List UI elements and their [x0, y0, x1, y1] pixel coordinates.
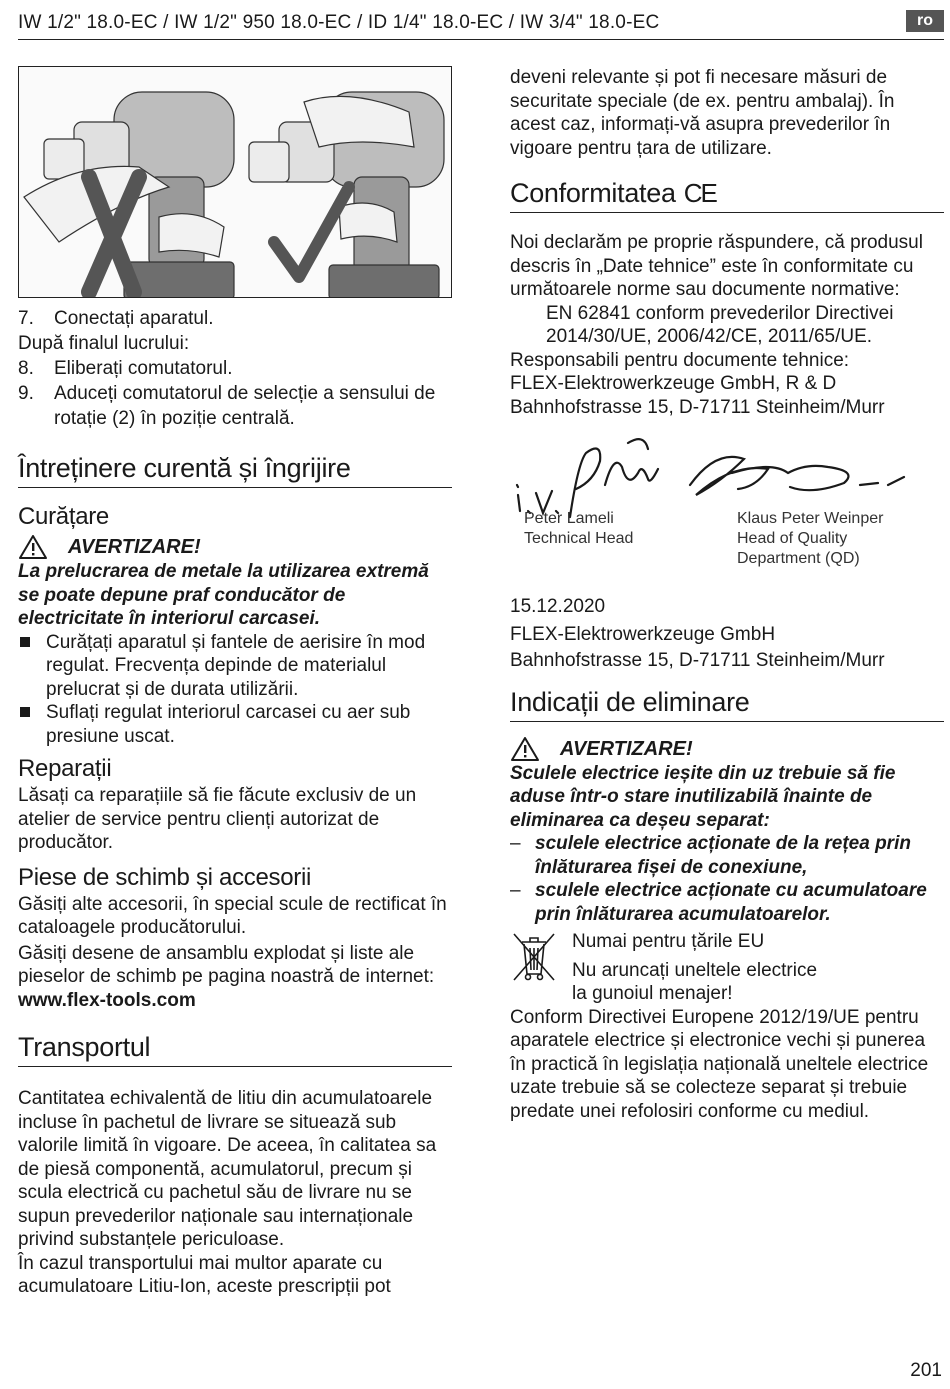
- step-text: Aduceți comutatorul de selecție a sensului de rotație (2) în poziție centrală.: [54, 383, 436, 429]
- weee-text: [572, 930, 817, 1006]
- parts-text-1: Găsiți alte accesorii, în special scule de rectificat în cataloagele producătorului.: [18, 893, 447, 938]
- responsible-label: Responsabili pentru documente tehnice:: [510, 349, 850, 371]
- cleaning-warning-title: [18, 534, 452, 560]
- list-item: – sculele electrice acționate cu acumulatoare prin înlăturarea acumulatoarelor.: [510, 879, 944, 926]
- parts-text-2: [18, 942, 452, 1013]
- page-header: [18, 10, 944, 40]
- step-text: Conectați aparatul.: [54, 308, 214, 329]
- eu-only-text: Numai pentru țările EU: [572, 931, 765, 952]
- header-title: IW 1/2" 18.0-EC / IW 1/2" 950 18.0-EC / ID 1/4" 18.0-EC / IW 3/4" 18.0-EC: [18, 12, 660, 33]
- warning-label: AVERTIZARE!: [560, 737, 693, 760]
- step-number: 7.: [18, 308, 34, 329]
- company-name: FLEX-Elektrowerkzeuge GmbH: [510, 623, 776, 645]
- list-item: Suflați regulat interiorul carcasei cu aer sub presiune uscat.: [18, 701, 452, 748]
- left-column: [18, 66, 452, 1299]
- repairs-title: Reparații: [18, 755, 112, 782]
- cleaning-title: Curățare: [18, 503, 109, 530]
- conformity-text: Noi declarăm pe proprie răspundere, că produsul descris în „Date tehnice” este în conformitate cu următoarele norme sau documente normative:: [510, 232, 923, 300]
- maintenance-title: Întreținere curentă și îngrijire: [18, 451, 452, 488]
- step-item: [18, 356, 452, 381]
- signature-block: [510, 433, 944, 583]
- repairs-text: Lăsați ca reparațiile să fie făcute exclusiv de un atelier de service pentru clienți autorizat de producător.: [18, 785, 417, 853]
- language-badge: ro: [906, 10, 944, 32]
- cleaning-bullets: [18, 631, 452, 749]
- conformity-standard: EN 62841 conform prevederilor Directivei 2014/30/UE, 2006/42/CE, 2011/65/UE.: [546, 302, 894, 347]
- disposal-items: [510, 832, 944, 926]
- weee-notice: [510, 930, 944, 1006]
- impact-wrench-illustration: [19, 67, 452, 298]
- transport-text-2: În cazul transportului mai multor aparate cu acumulatoare Litiu-Ion, aceste prescripții pot: [18, 1252, 391, 1297]
- parts-title: Piese de schimb și accesorii: [18, 863, 312, 891]
- company-address: Bahnhofstrasse 15, D-71711 Steinheim/Murr: [510, 650, 885, 671]
- conformity-title-text: Conformitatea: [510, 178, 676, 208]
- step-text: Eliberați comutatorul.: [54, 358, 233, 379]
- no-household-text-1: Nu aruncați uneltele electrice: [572, 959, 818, 981]
- transport-text-3: deveni relevante și pot fi necesare măsuri de securitate speciale (de ex. pentru ambalaj). În acest caz, informați-vă asupra prevederilor în vigoare pentru țara de utilizare.: [510, 67, 895, 159]
- signer-2-role-1: Head of Quality: [737, 530, 848, 547]
- after-work-label: [18, 331, 452, 356]
- signer-1-role: Technical Head: [524, 530, 634, 547]
- step-number: 9.: [18, 383, 34, 404]
- transport-title: Transportul: [18, 1030, 452, 1067]
- responsible-address: Bahnhofstrasse 15, D-71711 Steinheim/Murr: [510, 396, 885, 418]
- list-item: Curățați aparatul și fantele de aerisire în mod regulat. Frecvența depinde de materialul prelucrat și de durata utilizării.: [18, 631, 452, 702]
- warning-triangle-icon: [18, 534, 48, 560]
- right-column: [510, 66, 944, 1123]
- disposal-title: Indicații de eliminare: [510, 685, 944, 722]
- disposal-warning-title: [510, 736, 944, 762]
- website-link[interactable]: www.flex-tools.com: [18, 989, 196, 1011]
- signer-2-role-2: Department (QD): [737, 550, 860, 567]
- no-household-text-2: la gunoiul menajer!: [572, 983, 733, 1004]
- warning-label: AVERTIZARE!: [68, 536, 201, 558]
- transport-text-1: Cantitatea echivalentă de litiu din acumulatoarele incluse în pachetul de livrare se situează sub valorile limită în vigoare. De aceea, în calitatea sa de piesă componentă, acumulatorul, precum și scula electrică cu pachetul său de livrare nu se supun prevederilor naționale sau internaționale privind substanțele periculoase.: [18, 1088, 437, 1250]
- responsible-company: FLEX-Elektrowerkzeuge GmbH, R & D: [510, 373, 837, 394]
- signer-2-name: Klaus Peter Weinper: [737, 510, 884, 527]
- cleaning-warning-text: La prelucrarea de metale la utilizarea extremă se poate depune praf conducător de electricitate în interiorul carcasei.: [18, 561, 429, 629]
- after-work-text: După finalul lucrului:: [18, 333, 190, 354]
- warning-triangle-icon: [510, 736, 540, 762]
- declaration-date: 15.12.2020: [510, 596, 606, 617]
- step-item: [18, 306, 452, 331]
- steps-list: [18, 306, 452, 431]
- signer-1-name: Peter Lameli: [524, 510, 614, 527]
- step-number: 8.: [18, 358, 34, 379]
- list-item: – sculele electrice acționate de la rețea prin înlăturarea fișei de conexiune,: [510, 832, 944, 879]
- usage-illustration: [18, 66, 452, 298]
- conformity-title: [510, 176, 944, 213]
- parts-text-2-body: Găsiți desene de ansamblu explodat și liste ale pieselor de schimb pe pagina noastră de internet:: [18, 942, 435, 987]
- disposal-warning-text: Sculele electrice ieșite din uz trebuie să fie aduse într-o stare inutilizabilă înainte de eliminarea ca deșeu separat:: [510, 762, 896, 831]
- page-number: 201: [910, 1360, 942, 1381]
- ce-mark-icon: CE: [683, 178, 716, 208]
- step-item: [18, 381, 452, 431]
- crossed-bin-icon: [510, 930, 558, 982]
- directive-text: Conform Directivei Europene 2012/19/UE pentru aparatele electrice și electronice vechi și punerea în practică în legislația națională uneltele electrice uzate trebuie să se colecteze separat și trebuie predate unei refolosiri conforme cu mediul.: [510, 1006, 929, 1122]
